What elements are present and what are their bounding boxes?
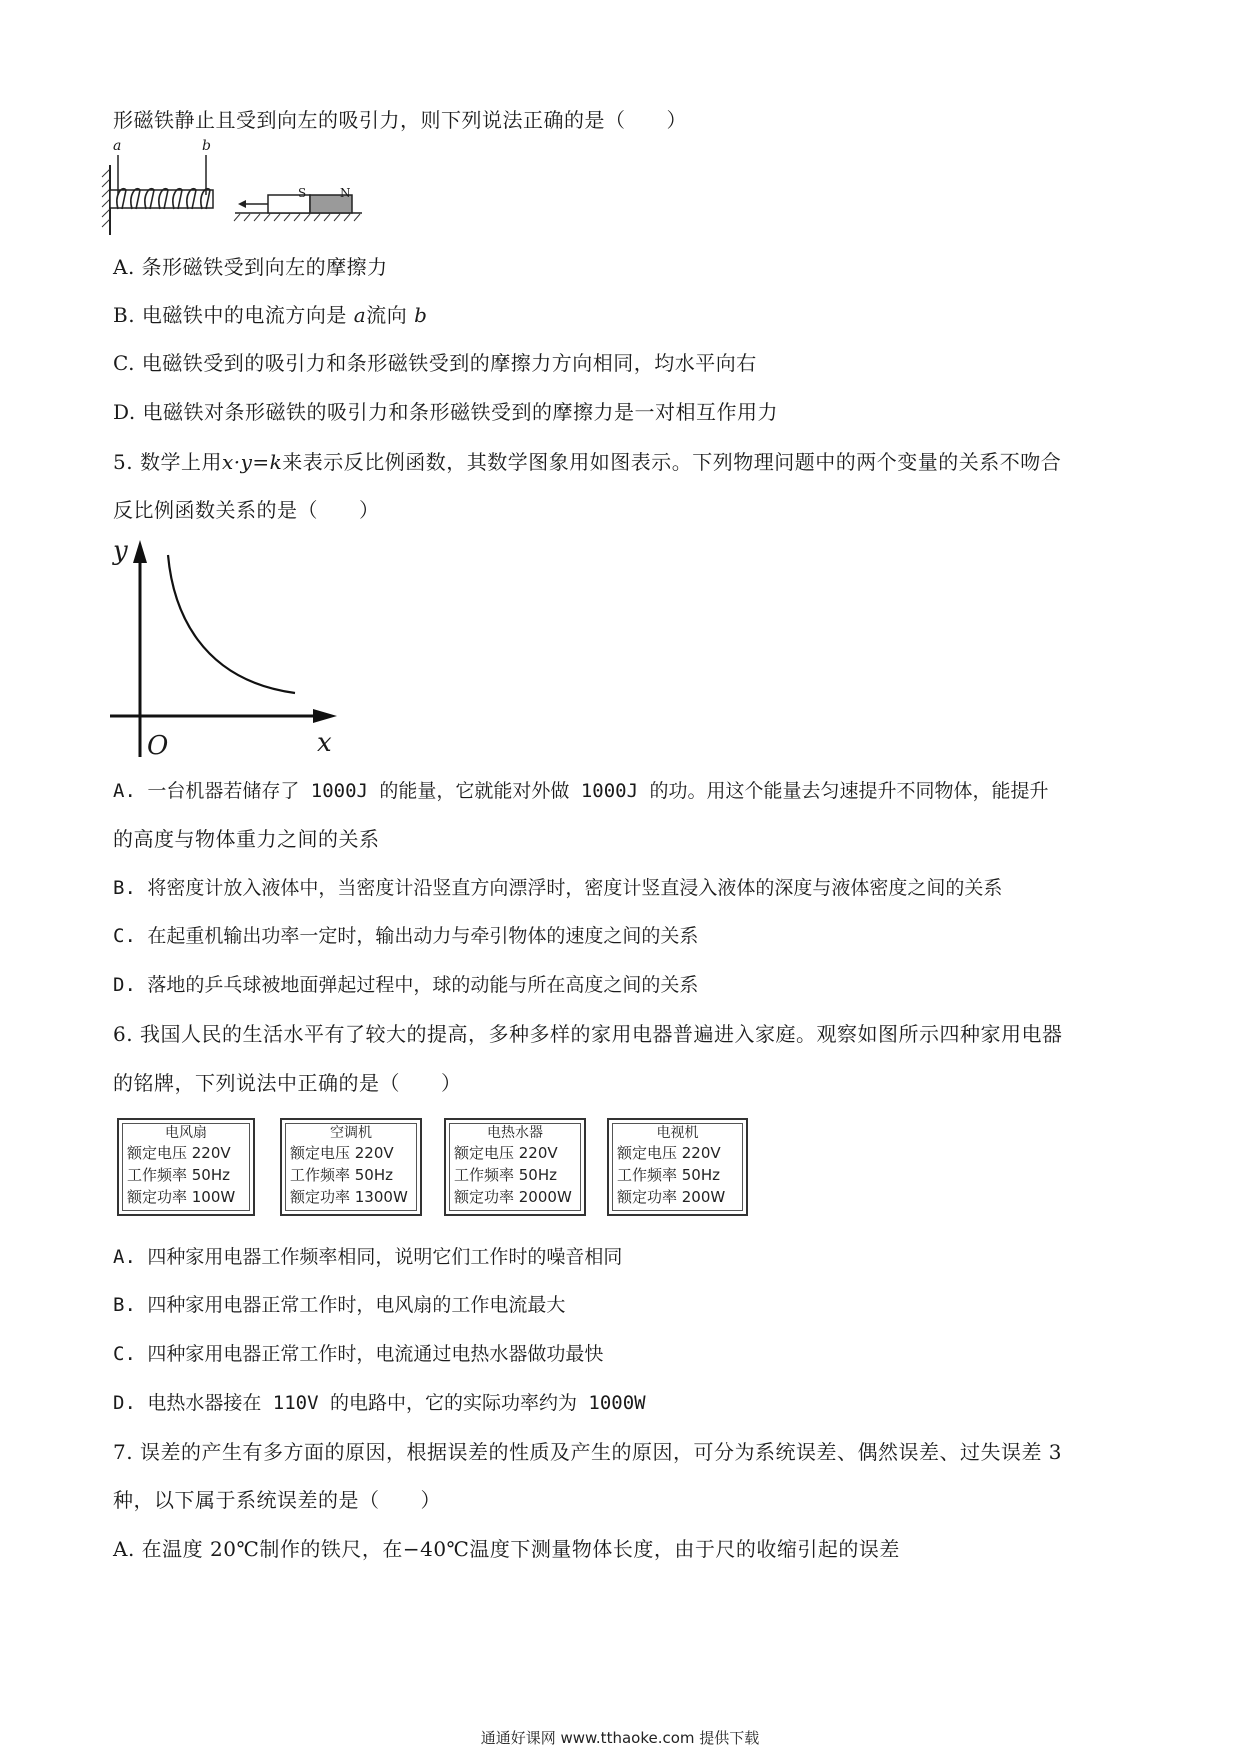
electromagnet-figure xyxy=(100,145,420,240)
nameplate-tv xyxy=(607,1118,748,1216)
q6-line2: 的铭牌，下列说法中正确的是（ ） xyxy=(113,1071,462,1095)
plate-voltage: 额定电压 220V xyxy=(290,1144,394,1162)
q6-option-c: C. 四种家用电器正常工作时，电流通过电热水器做功最快 xyxy=(113,1343,604,1365)
y-axis-label: y xyxy=(113,536,129,566)
label-s: S xyxy=(298,186,307,200)
plate-title: 电风扇 xyxy=(165,1125,207,1141)
label-n: N xyxy=(340,186,351,200)
inverse-function-graph xyxy=(105,535,345,760)
plate-title: 电热水器 xyxy=(487,1125,543,1141)
nameplate-fan xyxy=(117,1118,255,1216)
q4-option-b: B. 电磁铁中的电流方向是 a流向 b xyxy=(113,303,428,327)
plate-title: 空调机 xyxy=(330,1125,372,1141)
plate-power: 额定功率 1300W xyxy=(290,1188,408,1206)
q6-option-d: D. 电热水器接在 110V 的电路中，它的实际功率约为 1000W xyxy=(113,1392,646,1414)
q6-line1: 6. 我国人民的生活水平有了较大的提高，多种多样的家用电器普遍进入家庭。观察如图所示四种家用电器 xyxy=(113,1022,1063,1046)
q7-option-a: A. 在温度 20℃制作的铁尺，在−40℃温度下测量物体长度，由于尺的收缩引起的误差 xyxy=(113,1537,900,1561)
plate-voltage: 额定电压 220V xyxy=(617,1144,721,1162)
q5-option-c: C. 在起重机输出功率一定时，输出动力与牵引物体的速度之间的关系 xyxy=(113,925,699,947)
origin-label: O xyxy=(147,731,169,761)
q6-option-b: B. 四种家用电器正常工作时，电风扇的工作电流最大 xyxy=(113,1294,566,1316)
plate-frequency: 工作频率 50Hz xyxy=(617,1166,721,1184)
q4-stem: 形磁铁静止且受到向左的吸引力，则下列说法正确的是（ ） xyxy=(113,108,687,132)
x-axis-label: x xyxy=(317,728,333,758)
q4-option-c: C. 电磁铁受到的吸引力和条形磁铁受到的摩擦力方向相同，均水平向右 xyxy=(113,351,757,375)
q4-option-d: D. 电磁铁对条形磁铁的吸引力和条形磁铁受到的摩擦力是一对相互作用力 xyxy=(113,400,779,424)
nameplate-water-heater xyxy=(444,1118,586,1216)
q5-option-a-line2: 的高度与物体重力之间的关系 xyxy=(113,827,380,851)
q5-line2: 反比例函数关系的是（ ） xyxy=(113,498,380,522)
plate-power: 额定功率 100W xyxy=(127,1188,236,1206)
label-b: b xyxy=(202,138,212,154)
page-footer: 通通好课网 www.tthaoke.com 提供下载 xyxy=(480,1729,760,1747)
q7-line1: 7. 误差的产生有多方面的原因，根据误差的性质及产生的原因，可分为系统误差、偶然误差、过失误差 3 xyxy=(113,1440,1063,1464)
q4-option-a: A. 条形磁铁受到向左的摩擦力 xyxy=(113,255,388,279)
plate-frequency: 工作频率 50Hz xyxy=(290,1166,394,1184)
nameplate-aircon xyxy=(280,1118,422,1216)
q6-option-a: A. 四种家用电器工作频率相同，说明它们工作时的噪音相同 xyxy=(113,1246,623,1268)
q5-option-a-line1: A. 一台机器若储存了 1000J 的能量，它就能对外做 1000J 的功。用这个能量去匀速提升不同物体，能提升 xyxy=(113,780,1049,802)
q7-line2: 种，以下属于系统误差的是（ ） xyxy=(113,1488,441,1512)
plate-frequency: 工作频率 50Hz xyxy=(127,1166,231,1184)
q5-option-d: D. 落地的乒乓球被地面弹起过程中，球的动能与所在高度之间的关系 xyxy=(113,974,699,996)
plate-voltage: 额定电压 220V xyxy=(454,1144,558,1162)
plate-voltage: 额定电压 220V xyxy=(127,1144,231,1162)
plate-power: 额定功率 200W xyxy=(617,1188,726,1206)
q5-option-b: B. 将密度计放入液体中，当密度计沿竖直方向漂浮时，密度计竖直浸入液体的深度与液体密度之间的关系 xyxy=(113,877,1003,899)
label-a: a xyxy=(113,138,122,154)
plate-power: 额定功率 2000W xyxy=(454,1188,572,1206)
q5-line1: 5. 数学上用x·y=k来表示反比例函数，其数学图象用如图表示。下列物理问题中的两个变量的关系不吻合 xyxy=(113,450,1062,474)
plate-title: 电视机 xyxy=(656,1125,699,1141)
plate-frequency: 工作频率 50Hz xyxy=(454,1166,558,1184)
